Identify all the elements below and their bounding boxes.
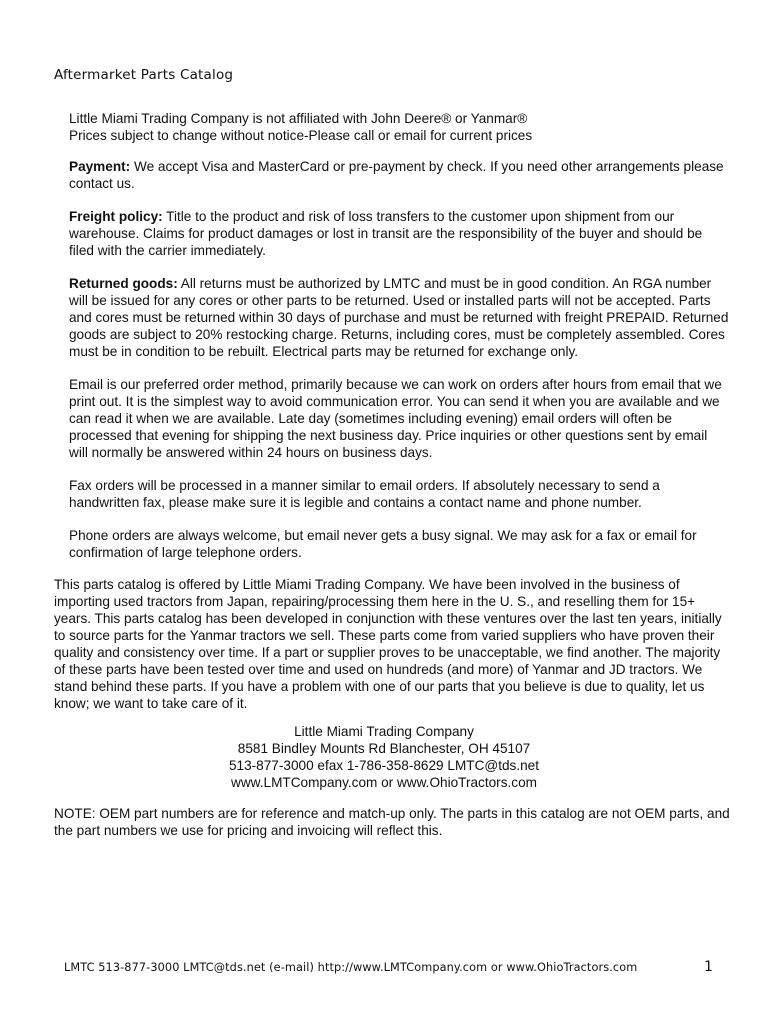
payment-paragraph	[69, 158, 729, 192]
company-name: Little Miami Trading Company	[294, 724, 474, 739]
catalog-paragraph: This parts catalog is offered by Little Miami Trading Company. We have been involved in the business of importing used tractors from Japan, repairing/processing them here in the U. S., and reselling them for 15+ years. This parts catalog has been developed in conjunction with these ventures over the last ten years, initially to source parts for the Yanmar tractors we sell. These parts come from varied suppliers who have proven their quality and consistency over time. If a part or supplier proves to be unacceptable, we find another. The majority of these parts have been tested over time and used on hundreds (and more) of Yanmar and JD tractors. We stand behind these parts. If you have a problem with one of our parts that you believe is due to quality, let us know; we want to take care of it.	[54, 577, 722, 711]
page-footer: LMTC 513-877-3000 LMTC@tds.net (e-mail) http://www.LMTCompany.com or www.OhioTractors.com	[64, 961, 638, 974]
freight-text: Title to the product and risk of loss transfers to the customer upon shipment from our warehouse. Claims for product damages or lost in transit are the responsibility of the buyer and should be filed with the carrier immediately.	[69, 209, 703, 258]
fax-paragraph: Fax orders will be processed in a manner similar to email orders. If absolutely necessary to send a handwritten fax, please make sure it is legible and contains a contact name and phone number.	[69, 478, 660, 510]
page-number: 1	[704, 959, 713, 975]
returns-paragraph	[69, 275, 729, 360]
company-address	[0, 723, 768, 791]
website-line: www.LMTCompany.com or www.OhioTractors.com	[231, 775, 537, 790]
policy-section	[69, 110, 729, 577]
contact-line: 513-877-3000 efax 1-786-358-8629 LMTC@tds.net	[228, 758, 540, 773]
returns-label: Returned goods:	[69, 276, 178, 291]
oem-note: NOTE: OEM part numbers are for reference and match-up only. The parts in this catalog are not OEM parts, and the part numbers we use for pricing and invoicing will reflect this.	[54, 806, 730, 838]
street-address: 8581 Bindley Mounts Rd Blanchester, OH 45107	[237, 741, 531, 756]
phone-paragraph: Phone orders are always welcome, but email never gets a busy signal. We may ask for a fax or email for confirmation of large telephone orders.	[69, 528, 697, 560]
payment-label: Payment:	[69, 159, 131, 174]
disclaimer-line-1: Little Miami Trading Company is not affiliated with John Deere® or Yanmar®	[69, 111, 528, 126]
disclaimer-line-2: Prices subject to change without notice-Please call or email for current prices	[69, 128, 533, 143]
disclaimer	[69, 110, 729, 144]
page-title: Aftermarket Parts Catalog	[54, 67, 234, 83]
freight-paragraph	[69, 208, 729, 259]
returns-text: All returns must be authorized by LMTC and must be in good condition. An RGA number will be issued for any cores or other parts to be returned. Used or installed parts will not be accepted. Parts and cores must be returned within 30 days of purchase and must be returned with freight PREPAID. Returned goods are subject to 20% restocking charge. Returns, including cores, must be completely assembled. Cores must be in condition to be rebuilt. Electrical parts may be returned for exchange only.	[69, 276, 729, 359]
catalog-section	[54, 576, 734, 712]
payment-text: We accept Visa and MasterCard or pre-payment by check. If you need other arrangements please contact us.	[69, 159, 724, 191]
email-paragraph: Email is our preferred order method, primarily because we can work on orders after hours from email that we print out. It is the simplest way to avoid communication error. You can send it when you are available and we can read it when we are available. Late day (sometimes including evening) email orders will often be processed that evening for shipping the next business day. Price inquiries or other questions sent by email will normally be answered within 24 hours on business days.	[69, 377, 722, 460]
freight-label: Freight policy:	[69, 209, 163, 224]
